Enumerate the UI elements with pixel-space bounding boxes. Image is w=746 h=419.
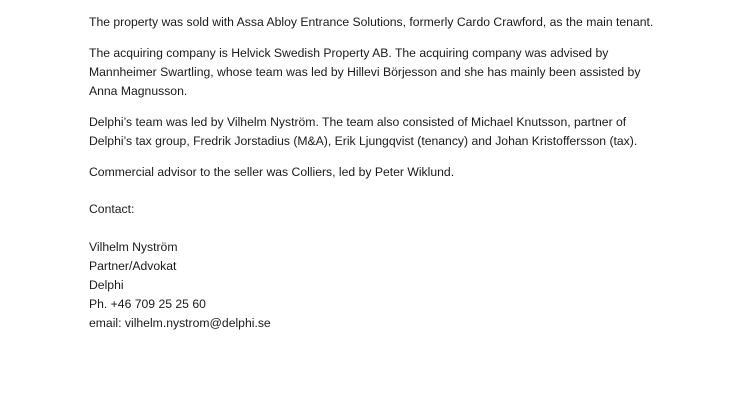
contact-phone: Ph. +46 709 25 25 60 [89, 297, 206, 311]
contact-name: Vilhelm Nyström [89, 240, 178, 254]
paragraph-tenant: The property was sold with Assa Abloy Entrance Solutions, formerly Cardo Crawford, as the main tenant. [89, 15, 654, 29]
paragraph-commercial-advisor: Commercial advisor to the seller was Colliers, led by Peter Wiklund. [89, 165, 455, 179]
paragraph-acquiring-company: The acquiring company is Helvick Swedish Property AB. The acquiring company was advised by Mannheimer Swartling, whose team was led by Hillevi Börjesson and she has mainly been assisted by Anna Magnusson. [89, 46, 641, 98]
contact-heading: Contact: [89, 202, 135, 216]
contact-email: email: vilhelm.nystrom@delphi.se [89, 316, 271, 330]
document-body [89, 13, 669, 333]
contact-block [89, 200, 669, 333]
contact-title: Partner/Advokat [89, 259, 177, 273]
paragraph-delphi-team: Delphi’s team was led by Vilhelm Nyström. The team also consisted of Michael Knutsson, partner of Delphi’s tax group, Fredrik Jorstadius (M&A), Erik Ljungqvist (tenancy) and Johan Kristoffersson (tax). [89, 115, 638, 148]
contact-company: Delphi [89, 278, 124, 292]
